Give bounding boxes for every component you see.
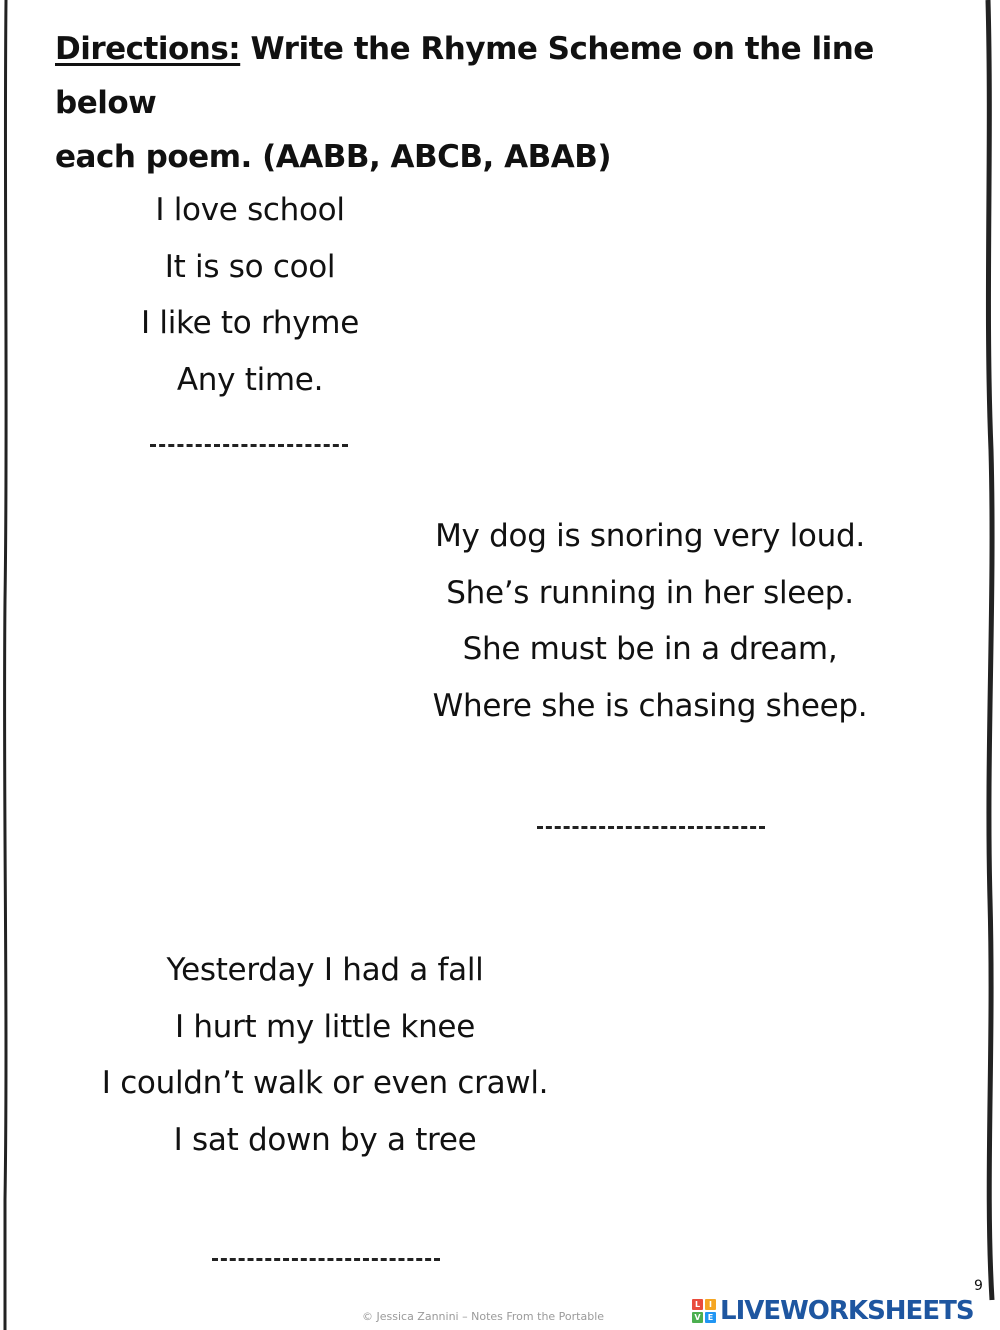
poem-1-answer-line[interactable] (150, 444, 348, 447)
poem-line: Where she is chasing sheep. (432, 687, 868, 724)
poem-line: I hurt my little knee (175, 1008, 475, 1045)
logo-blocks-icon (692, 1299, 716, 1323)
poem-2-answer-line[interactable] (537, 826, 765, 829)
poem-line: She’s running in her sleep. (446, 574, 854, 611)
directions (55, 22, 935, 184)
directions-label: Directions: (55, 31, 241, 67)
poem-line: Any time. (176, 361, 324, 398)
poem-2 (400, 508, 900, 734)
poem-3 (50, 942, 600, 1168)
logo-block: E (705, 1312, 716, 1323)
liveworksheets-logo[interactable] (692, 1294, 974, 1328)
logo-block: V (692, 1312, 703, 1323)
poem-line: I like to rhyme (141, 305, 359, 341)
directions-text: Write the Rhyme Scheme on the line below (55, 31, 874, 121)
logo-block: L (692, 1299, 703, 1310)
poem-1 (100, 182, 400, 408)
logo-block: I (705, 1299, 716, 1310)
copyright-text: © Jessica Zannini – Notes From the Portable (362, 1310, 605, 1323)
directions-line-2: each poem. (AABB, ABCB, ABAB) (55, 139, 612, 175)
directions-line-1 (55, 22, 935, 130)
poem-line: Yesterday I had a fall (166, 952, 484, 988)
logo-text: LIVEWORKSHEETS (720, 1296, 974, 1326)
poem-line: I couldn’t walk or even crawl. (101, 1065, 549, 1101)
poem-line: She must be in a dream, (462, 631, 838, 667)
poem-line: I sat down by a tree (173, 1121, 477, 1158)
poem-3-answer-line[interactable] (212, 1258, 440, 1261)
page-number: 9 (974, 1278, 983, 1294)
poem-line: I love school (155, 192, 345, 228)
poem-line: It is so cool (164, 248, 336, 285)
poem-line: My dog is snoring very loud. (435, 518, 865, 554)
